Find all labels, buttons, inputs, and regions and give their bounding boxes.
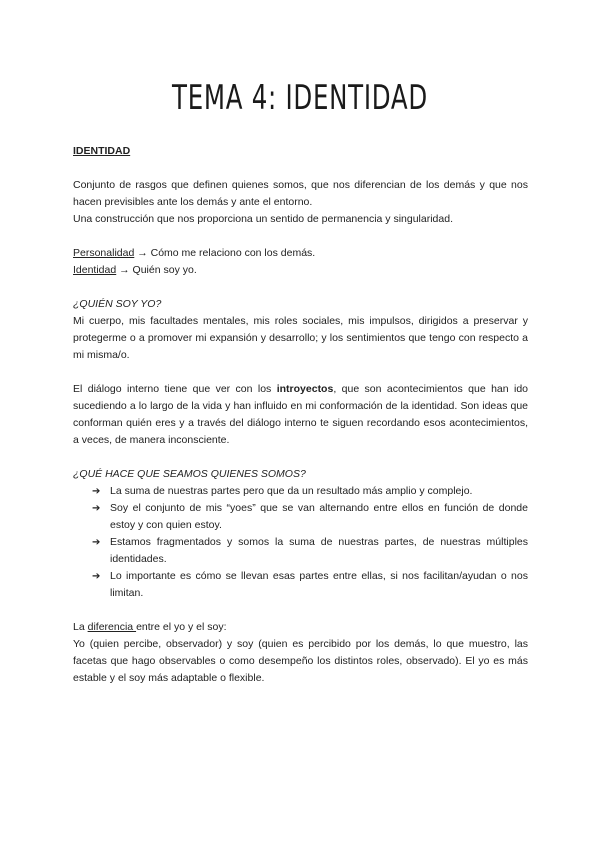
list-item	[92, 483, 528, 500]
what-question: ¿QUÉ HACE QUE SEAMOS QUIENES SOMOS?	[73, 468, 306, 480]
term-description: → Quién soy yo.	[116, 264, 197, 276]
list-item-text: Lo importante es cómo se llevan esas partes entre ellas, si nos facilitan/ayudan o nos limitan.	[110, 570, 528, 599]
difference-paragraph: Yo (quien percibe, observador) y soy (quien es percibido por los demás, lo que muestro, las facetas que hago observables o como desempeño los distintos roles, observado). El yo es más estable y el soy más adaptable o flexible.	[73, 638, 528, 684]
page-title: TEMA 4: IDENTIDAD	[172, 78, 428, 118]
term-personalidad	[73, 245, 528, 262]
term-identidad	[73, 262, 528, 279]
introyectos-term: introyectos	[276, 383, 334, 395]
term-label: Personalidad	[73, 247, 135, 259]
difference-suffix: entre el yo y el soy:	[136, 621, 227, 633]
document-body	[73, 143, 528, 687]
list-item	[92, 534, 528, 568]
list-item	[92, 500, 528, 534]
who-question: ¿QUIÉN SOY YO?	[73, 298, 162, 310]
arrow-icon: ➔	[92, 503, 101, 514]
definition-paragraph-2: Una construcción que nos proporciona un sentido de permanencia y singularidad.	[73, 213, 453, 225]
term-label: Identidad	[73, 264, 117, 276]
difference-term: diferencia	[87, 621, 137, 633]
dialogue-text-end: , que son acontecimientos que han ido sucediendo a lo largo de la vida y han influido en mi conformación de la identidad. Son ideas que conforman quién eres y a través del diálogo interno te siguen recordando esos acontecimientos, a veces, de manera inconsciente.	[73, 383, 528, 446]
list-item	[92, 568, 528, 602]
arrow-icon: ➔	[92, 571, 101, 582]
list-item-text: Estamos fragmentados y somos la suma de nuestras partes, de nuestras múltiples identidades.	[110, 536, 528, 565]
arrow-list	[73, 483, 528, 602]
difference-intro	[73, 619, 528, 636]
list-item-text: Soy el conjunto de mis “yoes” que se van alternando entre ellos en función de donde estoy y con quien estoy.	[110, 502, 528, 531]
difference-prefix: La	[73, 621, 88, 633]
definition-paragraph: Conjunto de rasgos que definen quienes somos, que nos diferencian de los demás y que nos hacen previsibles ante los demás y ante el entorno.	[73, 179, 528, 208]
dialogue-text-start: El diálogo interno tiene que ver con los	[73, 383, 277, 395]
arrow-icon: ➔	[92, 486, 101, 497]
term-description: → Cómo me relaciono con los demás.	[134, 247, 316, 259]
list-item-text: La suma de nuestras partes pero que da un resultado más amplio y complejo.	[110, 485, 473, 497]
who-paragraph: Mi cuerpo, mis facultades mentales, mis roles sociales, mis impulsos, dirigidos a preservar y protegerme o a promover mi expansión y desarrollo; y los sentimientos que tengo con respecto a mi misma/o.	[73, 315, 528, 361]
section-heading: IDENTIDAD	[73, 145, 131, 157]
dialogue-paragraph	[73, 381, 528, 449]
arrow-icon: ➔	[92, 537, 101, 548]
